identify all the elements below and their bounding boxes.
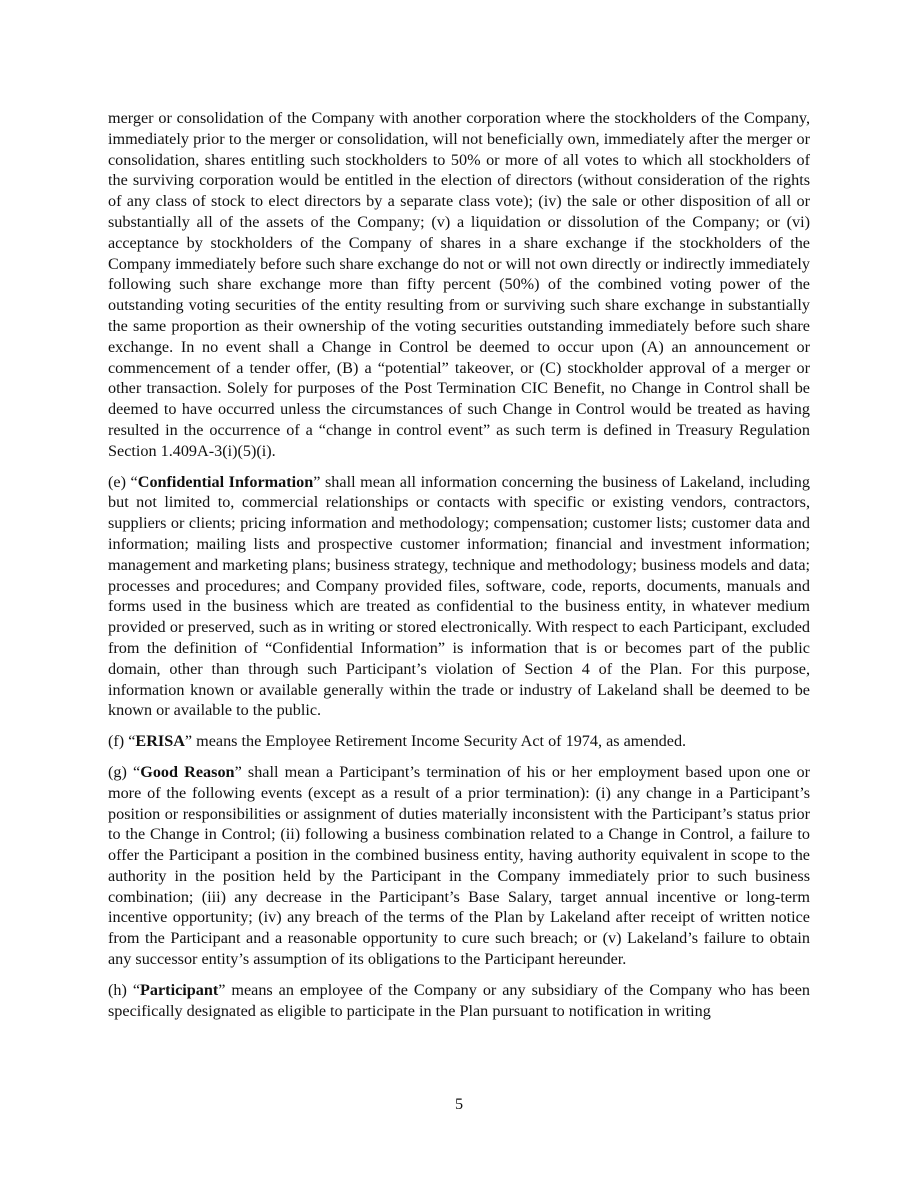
paragraph-d-continued [108,108,810,462]
paragraph-text: ” means an employee of the Company or any subsidiary of the Company who has been specifically designated as eligible to participate in the Plan pursuant to notification in writing [108,980,811,1020]
page-number: 5 [454,1095,464,1113]
paragraph-label: (h) “ [108,980,141,999]
defined-term: Participant [140,980,219,999]
paragraph-label: (g) “ [108,762,141,781]
paragraph-h-participant [108,980,810,1022]
defined-term: Confidential Information [137,472,314,491]
paragraph-g-good-reason [108,762,810,970]
paragraph-text: ” shall mean all information concerning the business of Lakeland, including but not limited to, commercial relationships or contacts with specific or existing vendors, contractors, suppliers or clients; pricing information and methodology; compensation; customer lists; customer data and information; mailing lists and prospective customer information; financial and investment information; management and marketing plans; business strategy, technique and methodology; business models and data; processes and procedures; and Company provided files, software, code, reports, documents, manuals and forms used in the business which are treated as confidential to the business entity, in whatever medium provided or preserved, such as in writing or stored electronically. With respect to each Participant, excluded from the definition of “Confidential Information” is information that is or becomes part of the public domain, other than through such Participant’s violation of Section 4 of the Plan. For this purpose, information known or available generally within the trade or industry of Lakeland shall be deemed to be known or available to the public. [108,472,810,720]
paragraph-e-confidential-information [108,472,810,722]
document-body [108,108,810,1031]
paragraph-label: (f) “ [108,732,136,751]
paragraph-f-erisa [108,731,810,752]
paragraph-text: merger or consolidation of the Company with another corporation where the stockholders of the Company, immediately prior to the merger or consolidation, will not beneficially own, immediately after the merger or consolidation, shares entitling such stockholders to 50% or more of all votes to which all stockholders of the surviving corporation would be entitled in the election of directors (without consideration of the rights of any class of stock to elect directors by a separate class vote); (iv) the sale or other disposition of all or substantially all of the assets of the Company; (v) a liquidation or dissolution of the Company; or (vi) acceptance by stockholders of the Company of shares in a share exchange if the stockholders of the Company immediately before such share exchange do not or will not own directly or indirectly immediately following such share exchange more than fifty percent (50%) of the combined voting power of the outstanding voting securities of the entity resulting from or surviving such share exchange in substantially the same proportion as their ownership of the voting securities outstanding immediately before such share exchange. In no event shall a Change in Control be deemed to occur upon (A) an announcement or commencement of a tender offer, (B) a “potential” takeover, or (C) stockholder approval of a merger or other transaction. Solely for purposes of the Post Termination CIC Benefit, no Change in Control shall be deemed to have occurred unless the circumstances of such Change in Control would be treated as having resulted in the occurrence of a “change in control event” as such term is defined in Treasury Regulation Section 1.409A-3(i)(5)(i). [108,109,810,460]
paragraph-label: (e) “ [108,472,138,491]
paragraph-text: ” shall mean a Participant’s termination of his or her employment based upon one or more of the following events (except as a result of a prior termination): (i) any change in a Participant’s position or responsibilities or assignment of duties materially inconsistent with the Participant’s status prior to the Change in Control; (ii) following a business combination related to a Change in Control, a failure to offer the Participant a position in the combined business entity, having authority equivalent in scope to the authority in the position held by the Participant in the Company immediately prior to such business combination; (iii) any decrease in the Participant’s Base Salary, target annual incentive or long-term incentive opportunity; (iv) any breach of the terms of the Plan by Lakeland after receipt of written notice from the Participant and a reasonable opportunity to cure such breach; or (v) Lakeland’s failure to obtain any successor entity’s assumption of its obligations to the Participant hereunder. [108,762,810,969]
defined-term: Good Reason [140,762,235,781]
paragraph-text: ” means the Employee Retirement Income Security Act of 1974, as amended. [184,732,687,751]
defined-term: ERISA [135,732,185,751]
